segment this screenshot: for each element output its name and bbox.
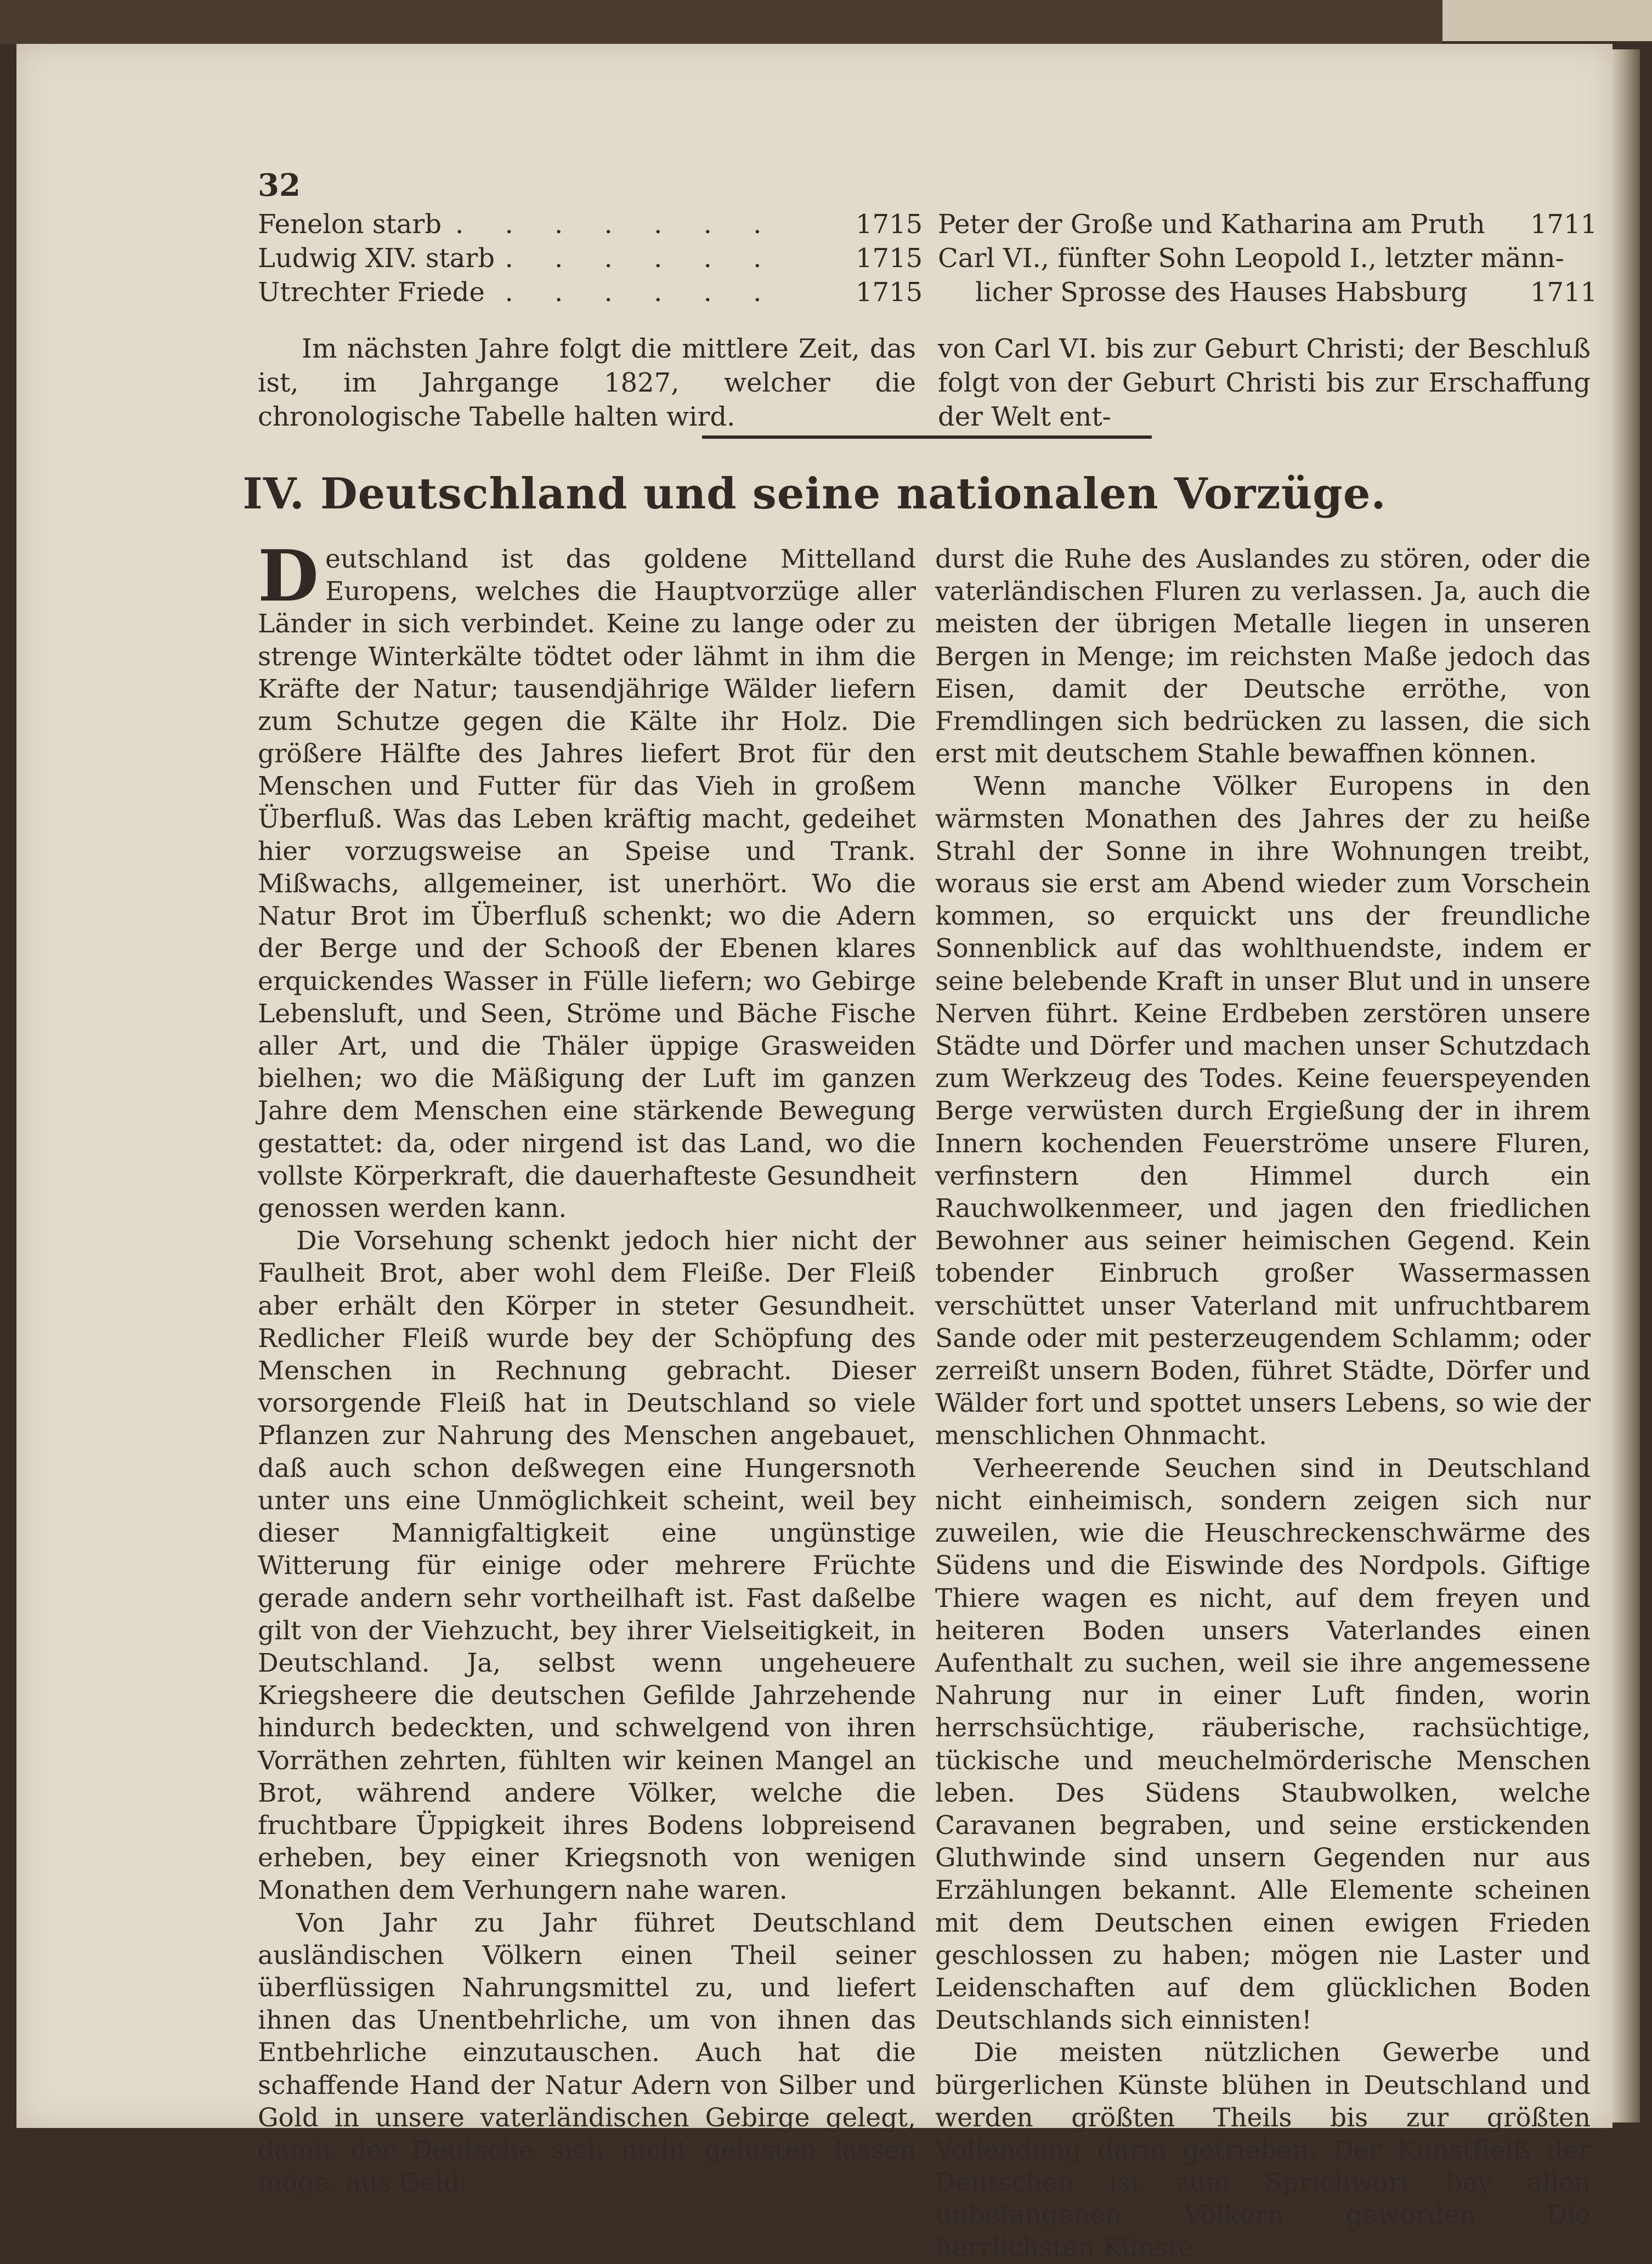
paragraph: Wenn manche Völker Europens in den wärmsten Monathen des Jahres der zu heiße Strahl der Sonne in ihre Wohnungen treibt, woraus sie erst am Abend wieder zum Vorschein kommen, so erquickt uns der freundliche Sonnenblick auf das wohlthuendste, indem er seine belebende Kraft in unser Blut und in unsere Nerven führt. Keine Erdbeben zerstören unsere Städte und Dörfer und machen unser Schutzdach zum Werkzeug des Todes. Keine feuerspeyenden Berge verwüsten durch Ergießung der in ihrem Innern kochenden Feuerströme unsere Fluren, verfinstern den Himmel durch ein Rauchwolkenmeer, und jagen den friedlichen Bewohner aus seiner heimischen Gegend. Kein tobender Einbruch großer Wassermassen verschüttet unser Vaterland mit unfruchtbarem Sande oder mit pesterzeugendem Schlamm; oder zerreißt unsern Boden, führet Städte, Dörfer und Wälder fort und spottet unsers Lebens, so wie der menschlichen Ohnmacht.	[935, 771, 1591, 1451]
paragraph: durst die Ruhe des Auslandes zu stören, oder die vaterländischen Fluren zu verlassen. Ja, auch die meisten der übrigen Metalle liegen in unseren Bergen in Menge; im reichsten Maße jedoch das Eisen, damit der Deutsche erröthe, von Fremdlingen sich bedrücken zu lassen, die sich erst mit deutschem Stahle bewaffnen können.	[935, 544, 1591, 769]
leader-dots: . . . . . . .	[455, 209, 778, 240]
table-row	[938, 207, 1598, 241]
page-edge	[1613, 49, 1640, 2122]
table-row	[258, 275, 923, 309]
paragraph	[258, 535, 916, 1225]
drop-cap: D	[258, 535, 319, 618]
leader-dots: . . . . . . .	[455, 243, 778, 274]
background-dark-area	[0, 0, 1442, 44]
entry-label: Ludwig XIV. starb	[258, 243, 495, 274]
intro-text-left	[258, 332, 916, 434]
paragraph: Von Jahr zu Jahr führet Deutschland ausländischen Völkern einen Theil seiner überflüssigen Nahrungsmittel zu, und liefert ihnen das Unentbehrliche, um von ihnen das Entbehrliche einzutauschen. Auch hat die schaffende Hand der Natur Adern von Silber und Gold in unsere vaterländischen Gebirge gelegt, damit der Deutsche sich nicht gelüsten lassen möge, aus Geld-	[258, 1908, 916, 2198]
book-page	[16, 44, 1613, 2263]
right-column	[935, 543, 1591, 2264]
section-heading: IV. Deutschland und seine nationalen Vorzüge.	[242, 469, 1387, 519]
leader-dots: . . . . . . .	[455, 277, 778, 308]
left-chronology-table	[258, 207, 923, 309]
paragraph: Die meisten nützlichen Gewerbe und bürgerlichen Künste blühen in Deutschland und werden größten Theils bis zur größten Vollendung darin getrieben. Der Kunstfleiß der Deutschen ist zum Sprichwort bey allen unbefangenen Völkern geworden. Die herrlichsten Künste	[935, 2037, 1591, 2263]
entry-label: Carl VI., fünfter Sohn Leopold I., letzter männ-	[938, 243, 1564, 274]
entry-year: 1715	[856, 243, 923, 274]
paragraph: Verheerende Seuchen sind in Deutschland nicht einheimisch, sondern zeigen sich nur zuweilen, wie die Heuschreckenschwärme des Südens und die Eiswinde des Nordpols. Giftige Thiere wagen es nicht, auf dem freyen und heiteren Boden unsers Vaterlandes einen Aufenthalt zu suchen, weil sie ihre angemessene Nahrung nur in einer Luft finden, worin herrschsüchtige, räuberische, rachsüchtige, tückische und meuchelmörderische Menschen leben. Des Südens Staubwolken, welche Caravanen begraben, und seine erstickenden Gluthwinde sind unsern Gegenden nur aus Erzählungen bekannt. Alle Elemente scheinen mit dem Deutschen einen ewigen Frieden geschlossen zu haben; mögen nie Laster und Leidenschaften auf dem glücklichen Boden Deutschlands sich einnisten!	[935, 1453, 1591, 2036]
entry-label: licher Sprosse des Hauses Habsburg	[975, 277, 1468, 308]
entry-label: Fenelon starb	[258, 209, 442, 240]
intro-paragraph: Im nächsten Jahre folgt die mittlere Zeit, das ist, im Jahrgange 1827, welcher die chronologische Tabelle halten wird.	[258, 333, 916, 432]
entry-year: 1715	[856, 277, 923, 308]
table-row	[938, 275, 1598, 309]
entry-label: Utrechter Friede	[258, 277, 485, 308]
entry-label: Peter der Große und Katharina am Pruth	[938, 209, 1485, 240]
section-divider	[702, 435, 1152, 439]
table-row	[258, 207, 923, 241]
right-chronology-table	[938, 207, 1598, 309]
entry-year: 1711	[1530, 277, 1598, 308]
paragraph: Die Vorsehung schenkt jedoch hier nicht der Faulheit Brot, aber wohl dem Fleiße. Der Fleiß aber erhält den Körper in steter Gesundheit. Redlicher Fleiß wurde bey der Schöpfung des Menschen in Rechnung gebracht. Dieser vorsorgende Fleiß hat in Deutschland so viele Pflanzen zur Nahrung des Menschen angebauet, daß auch schon deßwegen eine Hungersnoth unter uns eine Unmöglichkeit scheint, weil bey dieser Mannigfaltigkeit eine ungünstige Witterung für einige oder mehrere Früchte gerade andern sehr vortheilhaft ist. Fast daßelbe gilt von der Viehzucht, bey ihrer Vielseitigkeit, in Deutschland. Ja, selbst wenn ungeheuere Kriegsheere die deutschen Gefilde Jahrzehende hindurch bedeckten, und schwelgend von ihren Vorräthen zehrten, fühlten wir keinen Mangel an Brot, während andere Völker, welche die fruchtbare Üppigkeit ihres Bodens lobpreisend erheben, bey einer Kriegsnoth von wenigen Monathen dem Verhungern nahe waren.	[258, 1226, 916, 1906]
page-number: 32	[258, 167, 301, 203]
adjacent-page-strip	[1442, 0, 1652, 41]
entry-year: 1711	[1530, 209, 1598, 240]
entry-year: 1715	[856, 209, 923, 240]
table-row	[258, 241, 923, 275]
table-row	[938, 241, 1591, 275]
paragraph-text: eutschland ist das goldene Mittelland Europens, welches die Hauptvorzüge aller Länder in sich verbindet. Keine zu lange oder zu strenge Winterkälte tödtet oder lähmt in ihm die Kräfte der Natur; tausendjährige Wälder liefern zum Schutze gegen die Kälte ihr Holz. Die größere Hälfte des Jahres liefert Brot für den Menschen und Futter für das Vieh in großem Überfluß. Was das Leben kräftig macht, gedeihet hier vorzugsweise an Speise und Trank. Mißwachs, allgemeiner, ist unerhört. Wo die Natur Brot im Überfluß schenkt; wo die Adern der Berge und der Schooß der Ebenen klares erquickendes Wasser in Fülle liefern; wo Gebirge Lebensluft, und Seen, Ströme und Bäche Fische aller Art, und die Thäler üppige Grasweiden bielhen; wo die Mäßigung der Luft im ganzen Jahre dem Menschen eine stärkende Bewegung gestattet: da, oder nirgend ist das Land, wo die vollste Körperkraft, die dauerhafteste Gesundheit genossen werden kann.	[258, 544, 916, 1224]
intro-paragraph: von Carl VI. bis zur Geburt Christi; der Beschluß folgt von der Geburt Christi bis zur Erschaffung der Welt ent-	[938, 333, 1591, 432]
left-column	[258, 535, 916, 2199]
intro-text-right	[938, 332, 1591, 434]
